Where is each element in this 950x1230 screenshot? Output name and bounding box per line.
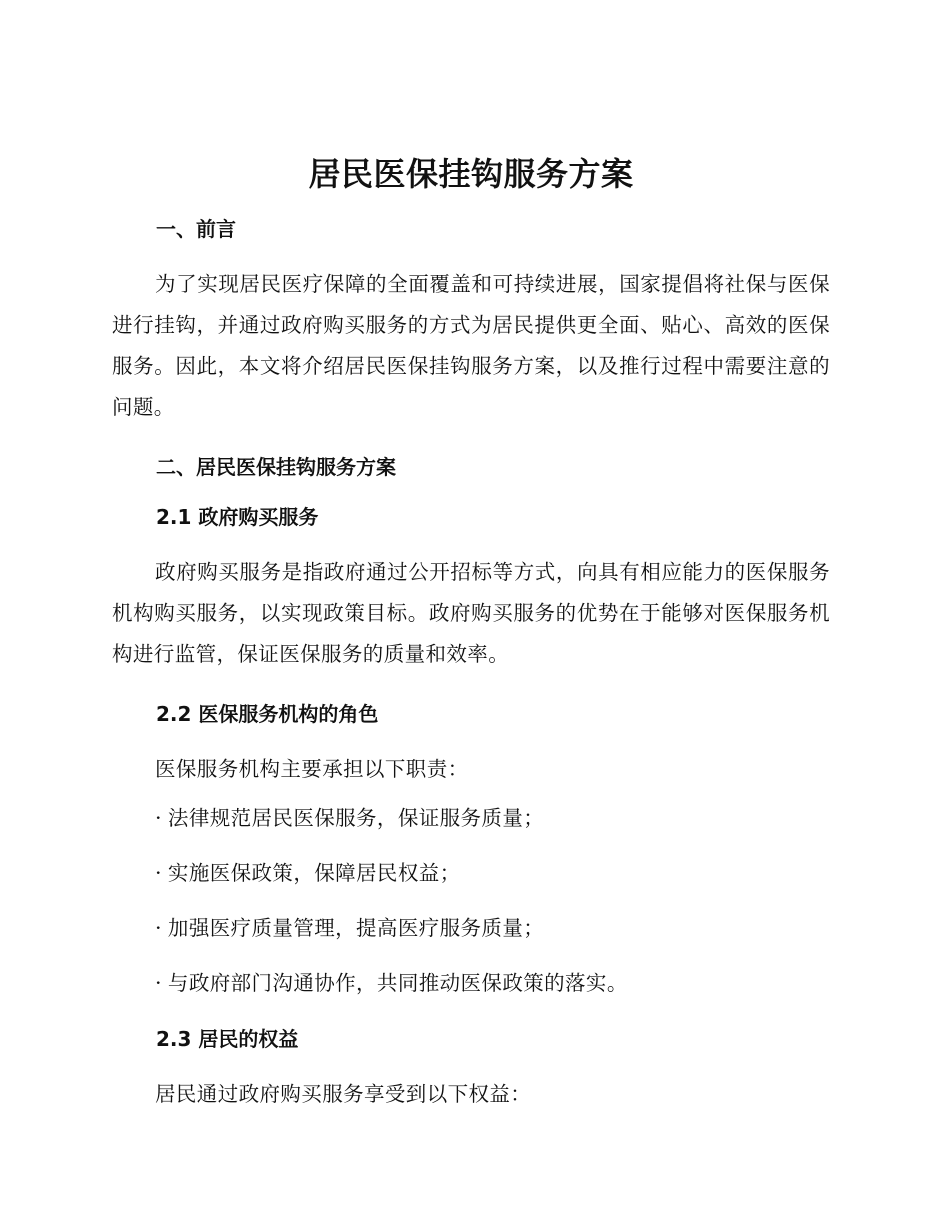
section-heading-preface: 一、前言 xyxy=(156,217,236,241)
bullet-dot: · xyxy=(155,861,162,885)
document-title: 居民医保挂钩服务方案 xyxy=(308,155,634,193)
list-item-text: 实施医保政策，保障居民权益； xyxy=(167,861,461,885)
list-item-text: 与政府部门沟通协作，共同推动医保政策的落实。 xyxy=(167,971,628,995)
document-body xyxy=(112,150,830,1135)
subsection-heading-government-purchase: 2.1 政府购买服务 xyxy=(156,505,319,529)
list-item xyxy=(112,969,830,997)
resident-rights-intro: 居民通过政府购买服务享受到以下权益： xyxy=(155,1082,532,1106)
list-item-text: 法律规范居民医保服务，保证服务质量； xyxy=(167,806,545,830)
subsection-heading-resident-rights: 2.3 居民的权益 xyxy=(156,1027,299,1051)
government-purchase-paragraph: 政府购买服务是指政府通过公开招标等方式，向具有相应能力的医保服务机构购买服务，以实现政策目标。政府购买服务的优势在于能够对医保服务机构进行监管，保证医保服务的质量和效率。 xyxy=(112,560,830,666)
list-item-text: 加强医疗质量管理，提高医疗服务质量； xyxy=(167,916,545,940)
preface-paragraph: 为了实现居民医疗保障的全面覆盖和可持续进展，国家提倡将社保与医保进行挂钩，并通过政府购买服务的方式为居民提供更全面、贴心、高效的医保服务。因此，本文将介绍居民医保挂钩服务方案，以及推行过程中需要注意的问题。 xyxy=(112,272,830,419)
bullet-dot: · xyxy=(155,971,162,995)
bullet-dot: · xyxy=(155,916,162,940)
bullet-dot: · xyxy=(155,806,162,830)
list-item xyxy=(112,804,830,832)
section-heading-plan: 二、居民医保挂钩服务方案 xyxy=(156,455,396,479)
list-item xyxy=(112,859,830,887)
subsection-heading-service-institution-role: 2.2 医保服务机构的角色 xyxy=(156,702,379,726)
service-institution-intro: 医保服务机构主要承担以下职责： xyxy=(155,757,469,781)
list-item xyxy=(112,914,830,942)
